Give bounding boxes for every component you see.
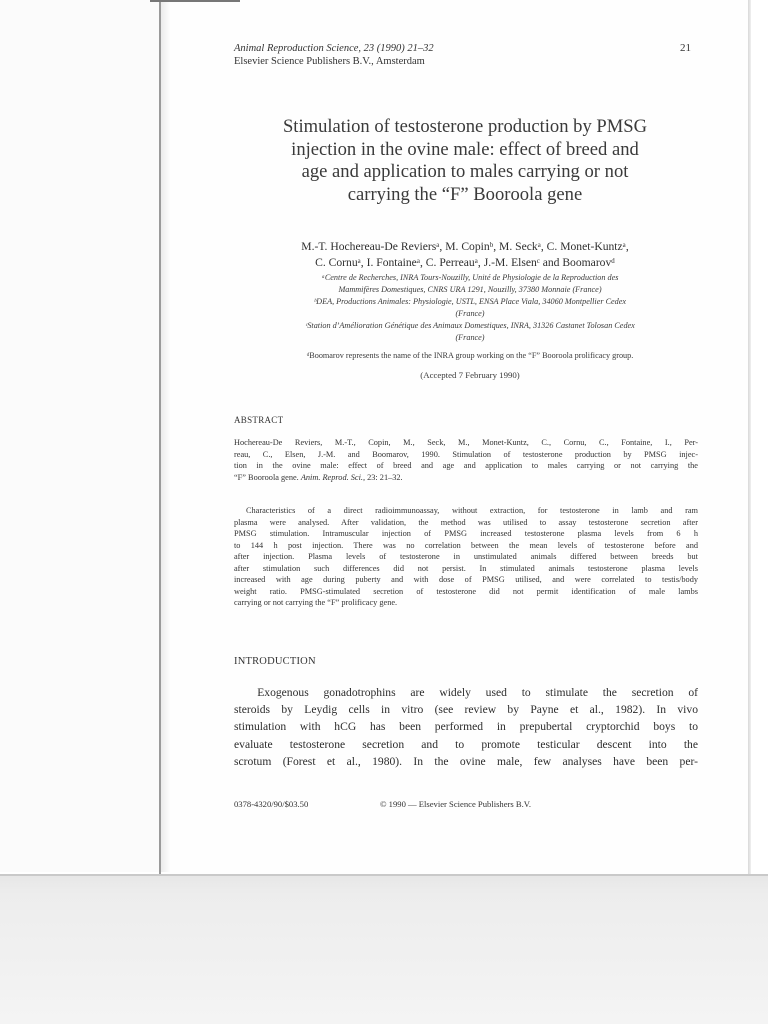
- intro-line: evaluate testosterone secretion and to promote testicular descent into the: [234, 737, 698, 751]
- journal-reference: Animal Reproduction Science, 23 (1990) 21–32: [234, 43, 434, 54]
- top-edge-rule: [150, 0, 240, 2]
- scanner-bed-area: [0, 874, 768, 1024]
- abstract-heading: ABSTRACT: [234, 415, 284, 425]
- abstract-line: PMSG stimulation. Intramuscular injection of PMSG increased testosterone plasma levels from 6 h: [234, 529, 698, 538]
- abstract-line: carrying or not carrying the “F” prolificacy gene.: [234, 598, 398, 607]
- book-gutter-line: [159, 0, 161, 875]
- abstract-line: plasma were analysed. After validation, the method was utilised to assay testosterone secretion after: [234, 517, 698, 527]
- abstract-line: to 144 h post injection. There was no correlation between the mean levels of testosterone before and: [234, 540, 698, 550]
- journal-header: [234, 42, 434, 68]
- group-footnote: ᵈBoomarov represents the name of the INRA group working on the “F” Booroola prolificacy group.: [306, 351, 634, 360]
- abstract-line: weight ratio. PMSG-stimulated secretion of testosterone did not permit identification of male lambs: [234, 586, 698, 596]
- citation-line: reau, C., Elsen, J.-M. and Boomarov, 1990. Stimulation of testosterone production by PMSG injec-: [234, 449, 698, 459]
- citation-text: “F” Booroola gene.: [234, 472, 299, 482]
- citation-journal: Anim. Reprod. Sci.,: [300, 472, 366, 482]
- publisher-line: Elsevier Science Publishers B.V., Amsterdam: [234, 56, 425, 67]
- author-list: [215, 239, 715, 271]
- affiliation-line: ᶜStation d’Amélioration Génétique des Animaux Domestiques, INRA, 31326 Castanet Tolosan Cedex: [305, 321, 635, 330]
- citation-pages: 23: 21–32.: [365, 472, 403, 482]
- accepted-date: (Accepted 7 February 1990): [420, 370, 520, 380]
- title-line: carrying the “F” Booroola gene: [347, 183, 583, 205]
- affiliation-line: (France): [455, 333, 485, 342]
- author-line: C. Cornuᵃ, I. Fontaineᵃ, C. Perreauᵃ, J.-M. Elsenᶜ and Boomarovᵈ: [315, 256, 615, 269]
- abstract-line: after injection. Plasma levels of testosterone in unstimulated animals differed between breeds but: [234, 552, 698, 561]
- page-right-edge: [748, 0, 751, 874]
- footer-copyright: © 1990 — Elsevier Science Publishers B.V.: [380, 799, 532, 809]
- introduction-heading: INTRODUCTION: [234, 656, 316, 667]
- affiliation-line: ᵇDEA, Productions Animales: Physiologie, USTL, ENSA Place Viala, 34060 Montpellier Cedex: [313, 297, 627, 306]
- abstract-citation: [234, 437, 698, 483]
- intro-line: steroids by Leydig cells in vitro (see review by Payne et al., 1982). In vivo: [234, 703, 698, 717]
- citation-line: Hochereau-De Reviers, M.-T., Copin, M., Seck, M., Monet-Kuntz, C., Cornu, C., Fontaine, I., Per-: [234, 438, 698, 447]
- abstract-body: [234, 505, 698, 609]
- intro-line: Exogenous gonadotrophins are widely used to stimulate the secretion of: [234, 686, 698, 699]
- title-line: age and application to males carrying or not: [301, 161, 629, 182]
- citation-line: tion in the ovine male: effect of breed and age and application to males carrying or not carrying the: [234, 461, 698, 470]
- title-line: injection in the ovine male: effect of breed and: [291, 138, 639, 160]
- affiliation-line: Mammifères Domestiques, CNRS URA 1291, Nouzilly, 37380 Monnaie (France): [338, 285, 602, 294]
- title-line: Stimulation of testosterone production by PMSG: [282, 116, 648, 137]
- left-page-margin: [0, 0, 160, 872]
- intro-line: stimulation with hCG has been performed in prepubertal cryptorchid boys to: [234, 720, 698, 734]
- introduction-body: [234, 684, 698, 770]
- affiliation-line: ᵃCentre de Recherches, INRA Tours-Nouzilly, Unité de Physiologie de la Reproduction des: [321, 273, 619, 282]
- abstract-line: after stimulation such differences did not persist. In stimulated animals testosterone plasma levels: [234, 563, 698, 573]
- citation-line-last: [234, 472, 698, 484]
- abstract-line: increased with age during puberty and with dose of PMSG utilised, and were correlated to testis/body: [234, 575, 698, 584]
- abstract-line: Characteristics of a direct radioimmunoassay, without extraction, for testosterone in lamb and ram: [246, 506, 698, 515]
- author-line: M.-T. Hochereau-De Reviersᵃ, M. Copinᵇ, M. Seckᵃ, C. Monet-Kuntzᵃ,: [301, 240, 629, 253]
- article-title: [205, 116, 725, 206]
- intro-line: scrotum (Forest et al., 1980). In the ovine male, few analyses have been per-: [234, 754, 698, 768]
- affiliation-line: (France): [455, 309, 485, 318]
- footer-issn: 0378-4320/90/$03.50: [234, 799, 309, 809]
- binding-shadow: [161, 0, 171, 872]
- affiliations: [230, 272, 710, 344]
- page-bottom-edge: [0, 874, 768, 876]
- page-number: 21: [680, 42, 691, 54]
